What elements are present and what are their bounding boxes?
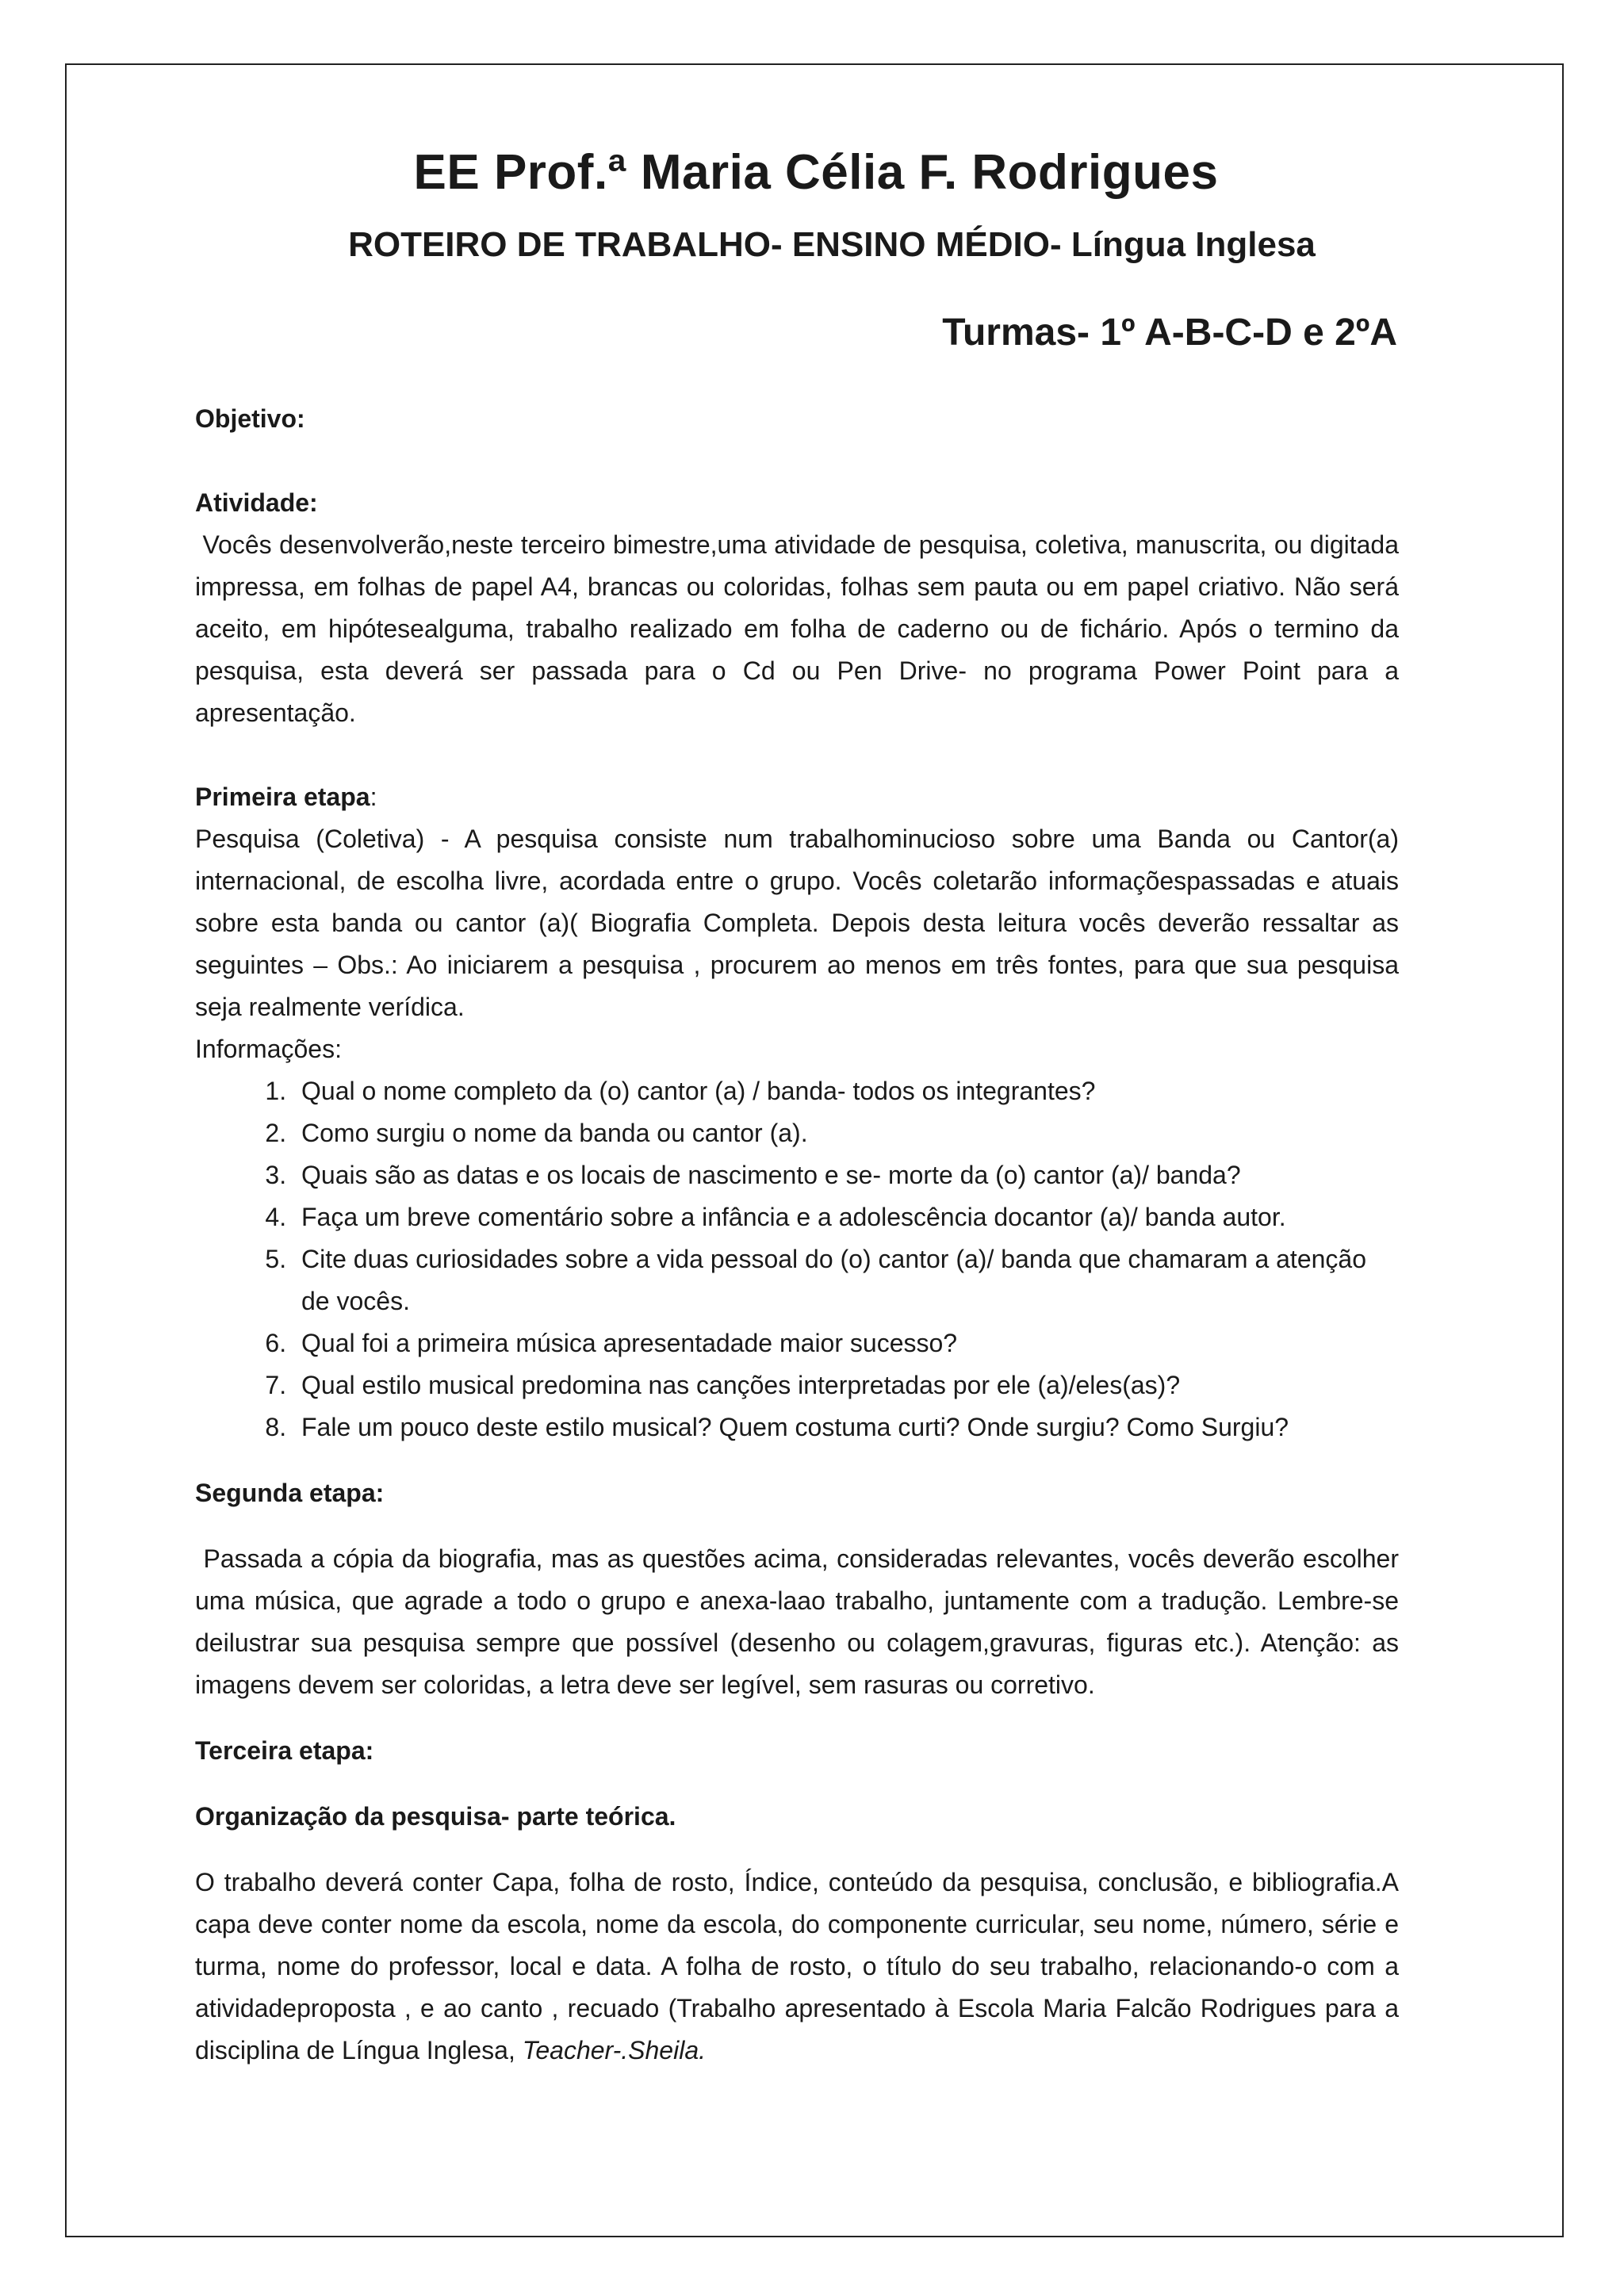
terceira-etapa-heading: Terceira etapa: xyxy=(195,1736,374,1765)
terceira-etapa-text xyxy=(195,1862,1399,2072)
list-item: 7. Qual estilo musical predomina nas canções interpretadas por ele (a)/eles(as)? xyxy=(293,1364,1399,1406)
list-item: 6. Qual foi a primeira música apresentadade maior sucesso? xyxy=(293,1322,1399,1364)
atividade-text: Vocês desenvolverão,neste terceiro bimestre,uma atividade de pesquisa, coletiva, manuscrita, ou digitada impressa, em folhas de papel A4, brancas ou coloridas, folhas sem pauta ou em papel criativo. Não será aceito, em hipótesealguma, trabalho realizado em folha de caderno ou de fichário. Após o termino da pesquisa, esta deverá ser passada para o Cd ou Pen Drive- no programa Power Point para a apresentação. xyxy=(195,530,1406,727)
primeira-etapa-heading xyxy=(195,776,1399,818)
teacher-name: Teacher-.Sheila. xyxy=(522,2036,706,2064)
list-item: 2. Como surgiu o nome da banda ou cantor (a). xyxy=(293,1112,1399,1154)
list-item: 4. Faça um breve comentário sobre a infância e a adolescência docantor (a)/ banda autor. xyxy=(293,1196,1399,1238)
segunda-etapa-text: Passada a cópia da biografia, mas as questões acima, consideradas relevantes, vocês deverão escolher uma música, que agrade a todo o grupo e anexa-laao trabalho, juntamente com a tradução. Lembre-se deilustrar sua pesquisa sempre que possível (desenho ou colagem,gravuras, figuras etc.). Atenção: as imagens devem ser coloridas, a letra deve ser legível, sem rasuras ou corretivo. xyxy=(195,1544,1406,1699)
list-item: 8. Fale um pouco deste estilo musical? Quem costuma curti? Onde surgiu? Como Surgiu? xyxy=(293,1406,1399,1448)
list-item: 3. Quais são as datas e os locais de nascimento e se- morte da (o) cantor (a)/ banda? xyxy=(293,1154,1399,1196)
primeira-etapa-label: Primeira etapa xyxy=(195,783,370,811)
primeira-etapa-text: Pesquisa (Coletiva) - A pesquisa consiste num trabalhominucioso sobre uma Banda ou Cantor(a) internacional, de escolha livre, acordada entre o grupo. Vocês coletarão informaçõespassadas e atuais sobre esta banda ou cantor (a)( Biografia Completa. Depois desta leitura vocês deverão ressaltar as seguintes – Obs.: Ao iniciarem a pesquisa , procurem ao menos em três fontes, para que sua pesquisa seja realmente verídica. xyxy=(195,825,1399,1021)
list-item: 5. Cite duas curiosidades sobre a vida pessoal do (o) cantor (a)/ banda que chamaram a atenção de vocês. xyxy=(293,1238,1399,1322)
terceira-etapa-body: O trabalho deverá conter Capa, folha de rosto, Índice, conteúdo da pesquisa, conclusão, e bibliografia.A capa deve conter nome da escola, nome da escola, do componente curricular, seu nome, número, série e turma, nome do professor, local e data. A folha de rosto, o título do seu trabalho, relacionando-o com a atividadeproposta , e ao canto , recuado (Trabalho apresentado à Escola Maria Falcão Rodrigues para a disciplina de Língua Inglesa, xyxy=(195,1868,1399,2064)
document-body xyxy=(195,398,1406,2072)
organizacao-heading: Organização da pesquisa- parte teórica. xyxy=(195,1802,676,1831)
list-item: 1. Qual o nome completo da (o) cantor (a) / banda- todos os integrantes? xyxy=(293,1070,1399,1112)
objetivo-heading: Objetivo: xyxy=(195,404,305,433)
atividade-heading: Atividade: xyxy=(195,488,318,517)
school-name: EE Prof.ª Maria Célia F. Rodrigues xyxy=(413,145,1219,200)
page-border xyxy=(65,63,1564,2237)
questions-list xyxy=(195,1070,1399,1448)
turmas-label: Turmas- 1º A-B-C-D e 2ºA xyxy=(942,312,1397,354)
document-subtitle: ROTEIRO DE TRABALHO- ENSINO MÉDIO- Língua Inglesa xyxy=(348,225,1316,264)
informacoes-label: Informações: xyxy=(195,1035,342,1063)
primeira-etapa-colon: : xyxy=(370,783,377,811)
segunda-etapa-heading: Segunda etapa: xyxy=(195,1479,385,1507)
